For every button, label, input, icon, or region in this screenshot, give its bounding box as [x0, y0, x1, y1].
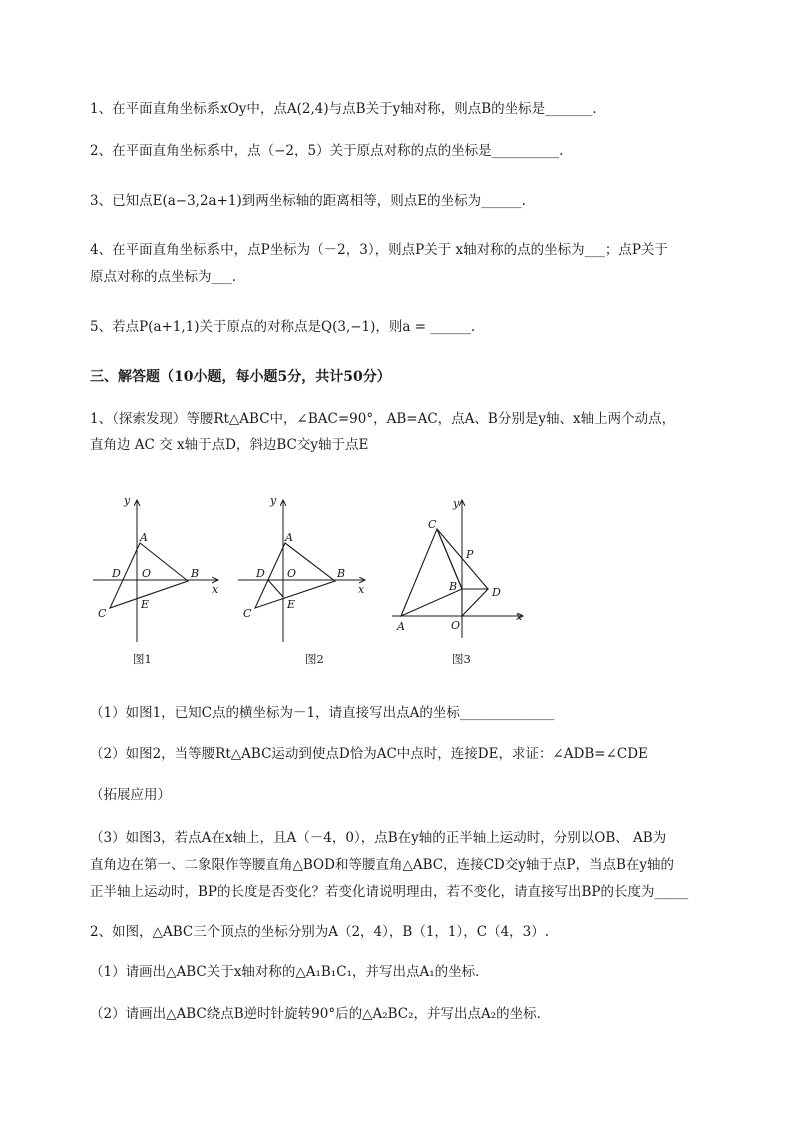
fig3-label-x: x [516, 610, 523, 623]
fig3-label-y: y [453, 497, 460, 510]
fig2-segment-DE [268, 580, 283, 597]
figure-2 [238, 494, 365, 666]
fig3-triangle-ABC [401, 529, 462, 616]
question-4-line-2: 原点对称的点坐标为___. [90, 269, 237, 285]
question-3: 3、已知点E(a−3,2a+1)到两坐标轴的距离相等，则点E的坐标为______. [90, 193, 526, 209]
problem-2-question-2: （2）请画出△ABC绕点B逆时针旋转90°后的△A₂BC₂，并写出点A₂的坐标． [90, 1006, 551, 1022]
fig2-label-x: x [358, 583, 365, 596]
section-heading-3: 三、解答题（10小题，每小题5分，共计50分） [90, 369, 391, 385]
figure-1 [93, 494, 219, 666]
fig3-label-D: D [492, 586, 501, 599]
problem-2-question-1: （1）请画出△ABC关于x轴对称的△A₁B₁C₁，并写出点A₁的坐标． [90, 964, 489, 980]
figure-3 [392, 497, 523, 666]
problem-1-question-3-line-3: 正半轴上运动时，BP的长度是否变化？若变化请说明理由，若不变化，请直接写出BP的长度为_____ [90, 884, 689, 900]
fig3-label-P: P [466, 548, 474, 561]
fig2-label-C: C [243, 607, 252, 620]
fig1-label-y: y [124, 494, 131, 507]
fig1-label-B: B [191, 567, 200, 580]
fig1-label-C: C [98, 607, 107, 620]
fig2-label-D: D [256, 567, 265, 580]
problem-1-extension: （拓展应用） [90, 787, 171, 803]
problem-1-question-3-line-1: （3）如图3，若点A在x轴上，且A（－4，0），点B在y轴的正半轴上运动时，分别以OB、 AB为 [90, 830, 667, 846]
problem-1-line-1: 1、（探索发现）等腰Rt△ABC中，∠BAC=90°，AB=AC，点A、B分别是y轴、x轴上两个动点， [90, 411, 676, 427]
problem-1-question-3-line-2: 直角边在第一、二象限作等腰直角△BOD和等腰直角△ABC，连接CD交y轴于点P，当点B在y轴的 [90, 857, 674, 873]
problem-1-question-2: （2）如图2，当等腰Rt△ABC运动到使点D恰为AC中点时，连接DE，求证：∠ADB=∠CDE [90, 746, 648, 762]
fig2-label-A: A [285, 531, 293, 544]
fig2-label-E: E [287, 598, 296, 611]
fig3-label-C: C [428, 518, 437, 531]
fig2-label-y: y [270, 494, 277, 507]
fig3-label-O: O [451, 619, 461, 632]
question-5: 5、若点P(a+1,1)关于原点的对称点是Q(3,−1)，则a = ______. [90, 319, 476, 335]
problem-2-statement: 2、如图，△ABC三个顶点的坐标分别为A（2，4），B（1，1），C（4，3）. [90, 924, 550, 940]
fig1-label-O: O [142, 567, 152, 580]
fig3-caption: 图3 [452, 652, 471, 666]
problem-1-line-2: 直角边 AC 交 x轴于点D，斜边BC交y轴于点E [90, 437, 369, 453]
fig1-label-E: E [141, 598, 150, 611]
fig1-label-A: A [140, 531, 148, 544]
fig1-label-D: D [112, 567, 121, 580]
question-4-line-1: 4、在平面直角坐标系中，点P坐标为（－2，3），则点P关于 x轴对称的点的坐标为___；点P关于 [90, 242, 668, 258]
problem-1-question-1: （1）如图1，已知C点的横坐标为－1，请直接写出点A的坐标______________ [90, 705, 555, 721]
fig3-label-B: B [449, 580, 458, 593]
figures-panel [0, 490, 794, 680]
question-1: 1、在平面直角坐标系xOy中，点A(2,4)与点B关于y轴对称，则点B的坐标是_______. [90, 101, 597, 117]
fig1-label-x: x [212, 583, 219, 596]
fig3-triangle-BOD [462, 589, 488, 616]
fig3-label-A: A [397, 620, 405, 633]
fig1-caption: 图1 [133, 652, 152, 666]
question-2: 2、在平面直角坐标系中，点（−2，5）关于原点对称的点的坐标是__________. [90, 143, 564, 159]
fig2-label-B: B [337, 567, 346, 580]
fig2-label-O: O [287, 567, 297, 580]
fig2-caption: 图2 [305, 652, 324, 666]
